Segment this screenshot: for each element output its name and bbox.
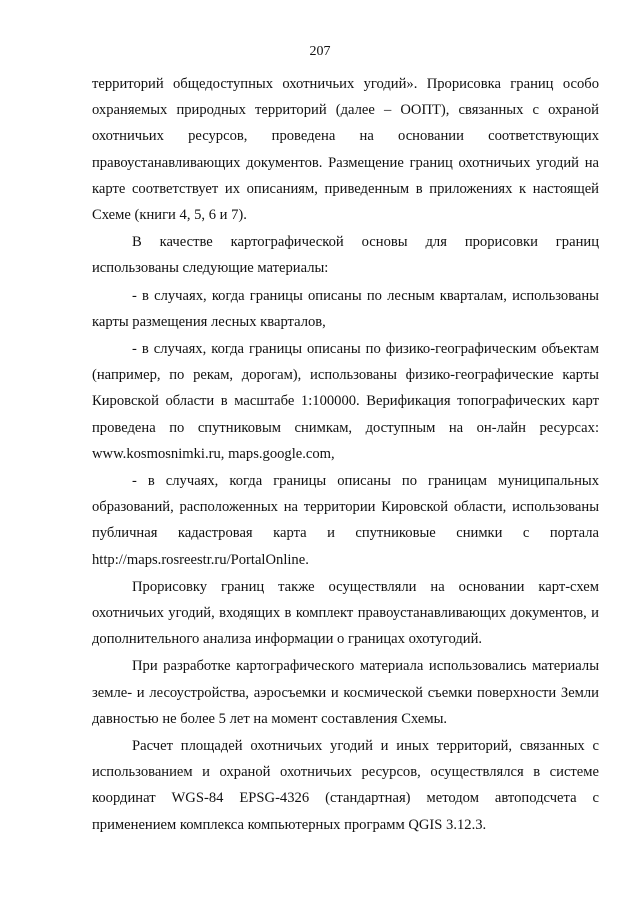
paragraph-survey-materials: При разработке картографического материала использовались материалы земле- и лесоустройства, аэросъемки и космической съемки поверхности Земли давностью не более 5 лет на момент составления Схемы. <box>92 658 599 727</box>
paragraph-base-materials: В качестве картографической основы для прорисовки границ использованы следующие материалы: <box>92 234 599 277</box>
paragraph-map-schemes: Прорисовку границ также осуществляли на основании карт-схем охотничьих угодий, входящих в комплект правоустанавливающих документов, и дополнительного анализа информации о границах охотугодий. <box>92 578 599 648</box>
paragraph-area-calculation: Расчет площадей охотничьих угодий и иных территорий, связанных с использованием и охраной охотничьих ресурсов, осуществлялся в системе координат WGS-84 EPSG-4326 (стандартная) методом автоподсчета с применением комплекса компьютерных программ QGIS 3.12.3. <box>92 738 599 833</box>
paragraph-continuation: территорий общедоступных охотничьих угодий». Прорисовка границ особо охраняемых природных территорий (далее – ООПТ), связанных с охраной охотничьих ресурсов, проведена на основании соответствующих правоустанавливающих документов. Размещение границ охотничьих угодий на карте соответствует их описаниям, приведенным в приложениях к настоящей Схеме (книги 4, 5, 6 и 7). <box>92 76 599 224</box>
list-item-forest-quarters: - в случаях, когда границы описаны по лесным кварталам, использованы карты размещения лесных кварталов, <box>92 287 599 330</box>
body-text <box>92 71 599 838</box>
list-item-physical-geographic: - в случаях, когда границы описаны по физико-географическим объектам (например, по рекам, дорогам), использованы физико-географические карты Кировской области в масштабе 1:100000. Верификация топографических карт проведена по спутниковым снимкам, доступным на он-лайн ресурсах: www.kosmosnimki.ru, maps.google.com, <box>92 341 599 462</box>
page-number: 207 <box>309 44 331 59</box>
list-item-municipal-borders: - в случаях, когда границы описаны по границам муниципальных образований, расположенных на территории Кировской области, использованы публичная кадастровая карта и спутниковые снимки с портала http://maps.rosreestr.ru/PortalOnline. <box>92 473 599 568</box>
